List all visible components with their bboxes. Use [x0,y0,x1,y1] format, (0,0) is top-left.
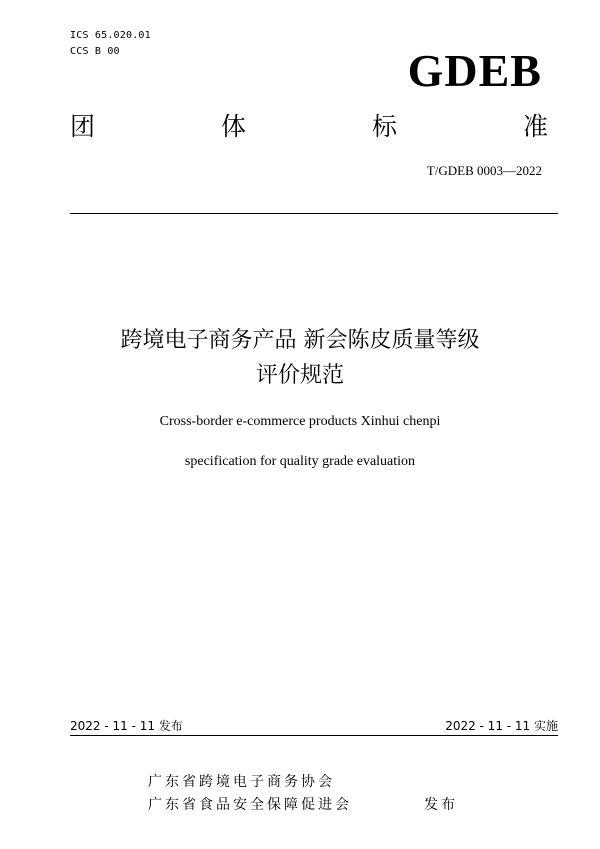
publisher-org1: 广东省跨境电子商务协会 [148,774,335,790]
gdeb-logo: GDEB [407,45,542,96]
footer-divider [70,735,558,736]
standard-number: T/GDEB 0003—2022 [426,163,542,178]
publish-action: 发布 [424,797,458,813]
publisher-org2: 广东省食品安全保障促进会 [148,797,352,813]
standard-type [70,114,548,139]
standard-type-char: 准 [522,112,548,141]
header-divider [70,213,558,214]
title-english-line1: Cross-border e-commerce products Xinhui chenpi [159,414,441,429]
implementation-date: 2022 - 11 - 11 实施 [445,719,558,733]
title-english-line2: specification for quality grade evaluation [184,454,416,469]
title-chinese-line2: 评价规范 [255,363,344,388]
standard-type-char: 标 [371,112,397,141]
issue-date: 2022 - 11 - 11 发布 [70,719,183,733]
standard-type-char: 团 [70,112,96,141]
ccs-code: CCS B 00 [70,46,120,57]
title-chinese-line1: 跨境电子商务产品 新会陈皮质量等级 [120,328,480,353]
ics-code: ICS 65.020.01 [70,30,151,41]
standard-type-char: 体 [220,112,246,141]
